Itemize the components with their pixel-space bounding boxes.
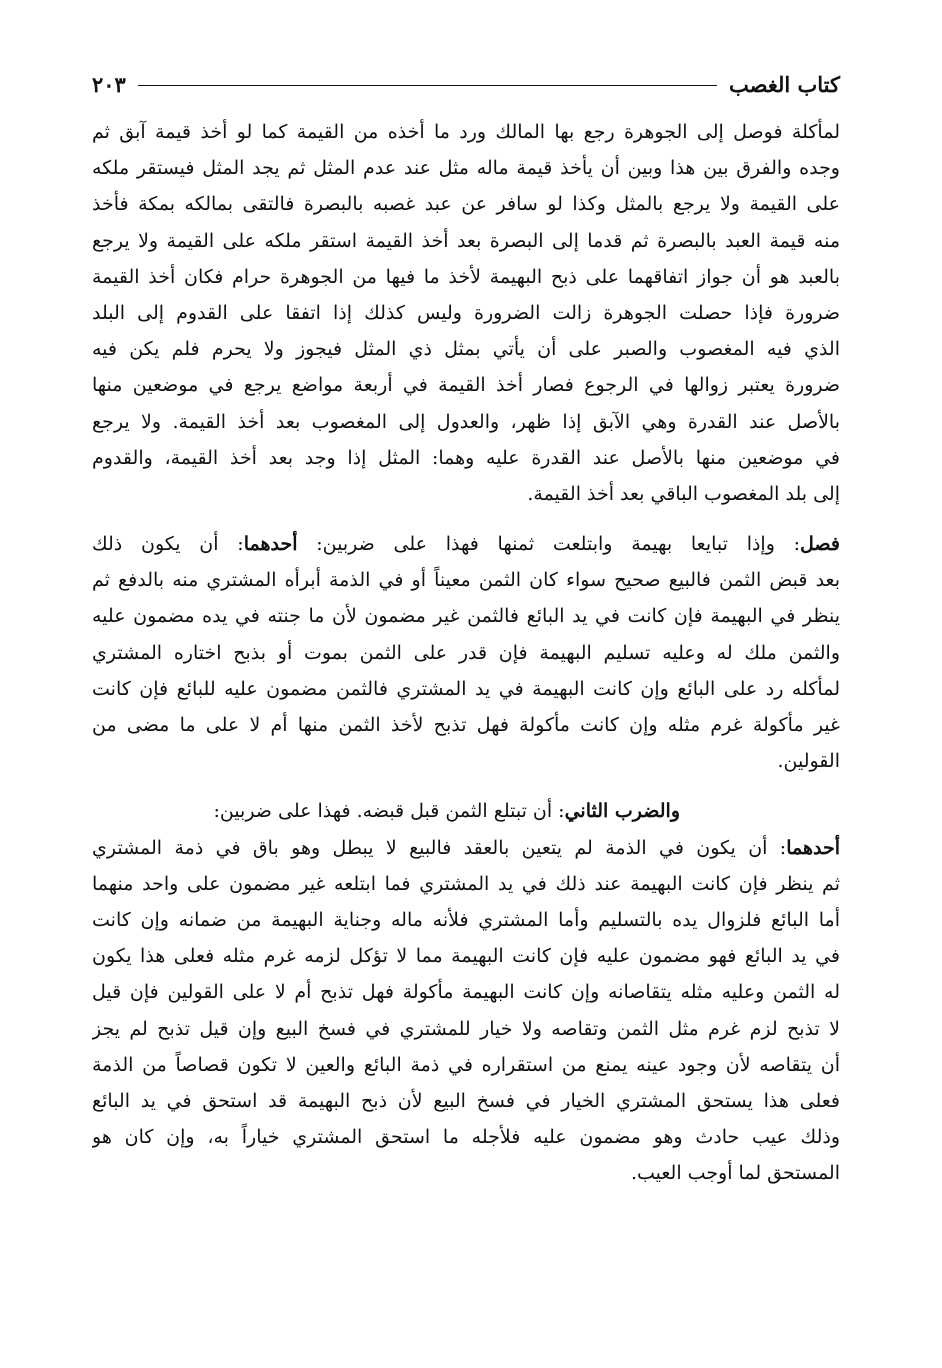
text-line: والثمن ملك له وعليه تسليم البهيمة فإن قدر على الثمن بموت أو بذبح اختاره المشتري xyxy=(92,641,840,664)
text-line: وجده والفرق بين هذا وبين أن يأخذ قيمة ماله مثل عند عدم المثل ثم يجد المثل فيستقر ملكه xyxy=(92,157,840,180)
section-heading-fasl: فصل xyxy=(800,533,840,556)
text-line: بعد قبض الثمن فالبيع صحيح سواء كان الثمن معيناً أو في الذمة أبرأه المشتري منه بالدفع ثم xyxy=(92,569,840,592)
text-line: لمأكله رد على البائع وإن كانت البهيمة في يد المشتري فالثمن مضمون عليه للبائع فإن كانت xyxy=(92,677,840,700)
paragraph-3 xyxy=(92,793,840,829)
text-line: بالعبد هو أن جواز اتفاقهما على ذبح البهيمة لأخذ ما فيها من الجوهرة حرام فكان أخذ القيمة xyxy=(92,265,840,288)
text-line: الذي فيه المغصوب والصبر على أن يأتي بمثل ذي المثل فيجوز ولا يحرم فلم يكن فيه xyxy=(92,338,840,361)
text-run: : وإذا تبايعا بهيمة وابتلعت ثمنها فهذا على ضربين: xyxy=(297,533,801,556)
chapter-title: كتاب الغصب xyxy=(728,71,840,97)
text-run: : أن يكون ذلك xyxy=(92,533,244,556)
text-line: بالأصل عند القدرة وهي الآبق إذا ظهر، والعدول إلى المغصوب بعد أخذ القيمة. ولا يرجع xyxy=(92,410,840,433)
case-heading: والضرب الثاني xyxy=(564,800,680,823)
text-run: : أن يكون في الذمة لم يتعين بالعقد فالبيع لا يبطل وهو باق في ذمة المشتري xyxy=(92,836,787,859)
text-line: ضرورة فإذا حصلت الجوهرة زالت الضرورة وليس كذلك إذا اتفقا على القدوم إلى البلد xyxy=(92,301,840,324)
paragraph-spacer xyxy=(92,779,840,793)
paragraph-4 xyxy=(92,830,840,1192)
text-line: في يد البائع فهو مضمون عليه فإن كانت البهيمة مما لا تؤكل لزمه غرم مثله فعلى هذا يكون xyxy=(92,945,840,968)
text-line: ينظر في البهيمة فإن كانت في يد البائع فالثمن غير مضمون لأن ما جنته في يده مضمون عليه xyxy=(92,605,840,628)
text-line: لا تذبح لزم غرم مثل الثمن وتقاصه ولا خيار للمشتري في فسخ البيع وإن قيل تذبح لم يجز xyxy=(92,1017,840,1040)
text-line: غير مأكولة غرم مثله وإن كانت مأكولة فهل تذبح لأخذ الثمن منها أم لا على ما مضى من xyxy=(92,714,840,736)
text-line: القولين. xyxy=(777,750,840,773)
text-line: فعلى هذا يستحق المشتري الخيار في فسخ البيع لأن ذبح البهيمة قد استحق في يد البائع xyxy=(92,1089,840,1112)
text-line: المستحق لما أوجب العيب. xyxy=(630,1162,840,1185)
text-line: أن يتقاصه لأن وجود عينه يمنع من استقراره في ذمة البائع والعين لا تكون قصاصاً من الذمة xyxy=(92,1053,840,1076)
text-run: : أن تبتلع الثمن قبل قبضه. فهذا على ضربين: xyxy=(213,800,565,823)
text-line: ثم ينظر فإن كانت البهيمة عند ذلك في يد المشتري فما ابتلعه غير مضمون على واحد منهما xyxy=(92,872,840,895)
text-line: في موضعين منها بالأصل عند القدرة عليه وهما: المثل إذا وجد بعد أخذ القيمة، والقدوم xyxy=(92,446,840,469)
book-page xyxy=(92,66,840,1336)
text-line: إلى بلد المغصوب الباقي بعد أخذ القيمة. xyxy=(527,482,840,505)
text-line xyxy=(92,526,840,562)
text-line: ضرورة يعتبر زوالها في الرجوع فصار أخذ القيمة في أربعة مواضع يرجع في موضعين منها xyxy=(92,374,840,397)
text-line xyxy=(92,793,840,829)
paragraph-1 xyxy=(92,114,840,512)
text-line: له الثمن وعليه مثله يتقاصانه وإن كانت البهيمة مأكولة فهل تذبح أم لا على القولين فإن قيل xyxy=(92,981,840,1004)
paragraph-2 xyxy=(92,526,840,779)
text-line: وذلك عيب حادث وهو مضمون عليه فلأجله ما استحق المشتري خياراً به، وإن كان هو xyxy=(92,1126,840,1149)
text-line: منه قيمة العبد بالبصرة ثم قدما إلى البصرة بعد أخذ القيمة استقر ملكه على القيمة ولا يرجع xyxy=(92,229,840,252)
paragraph-spacer xyxy=(92,512,840,526)
text-line xyxy=(92,830,840,866)
case-label: أحدهما xyxy=(243,533,298,556)
page-number: ٢٠٣ xyxy=(92,71,126,97)
header-rule xyxy=(138,85,717,86)
text-line: أما البائع فلزوال يده بالتسليم وأما المشتري فلأنه ماله وجناية البهيمة من ضمانه وإن كانت xyxy=(92,908,840,931)
page-body xyxy=(92,114,840,1191)
page-header xyxy=(92,66,840,102)
case-label: أحدهما xyxy=(786,836,840,859)
text-line: على القيمة ولا يرجع بالمثل وكذا لو سافر عن عبد غصبه بالبصرة فالتقى بمالكه بمكة فأخذ xyxy=(92,193,840,216)
text-line: لمأكلة فوصل إلى الجوهرة رجع بها المالك ورد ما أخذه من القيمة كما لو أخذ قيمة آبق ثم xyxy=(92,121,840,143)
